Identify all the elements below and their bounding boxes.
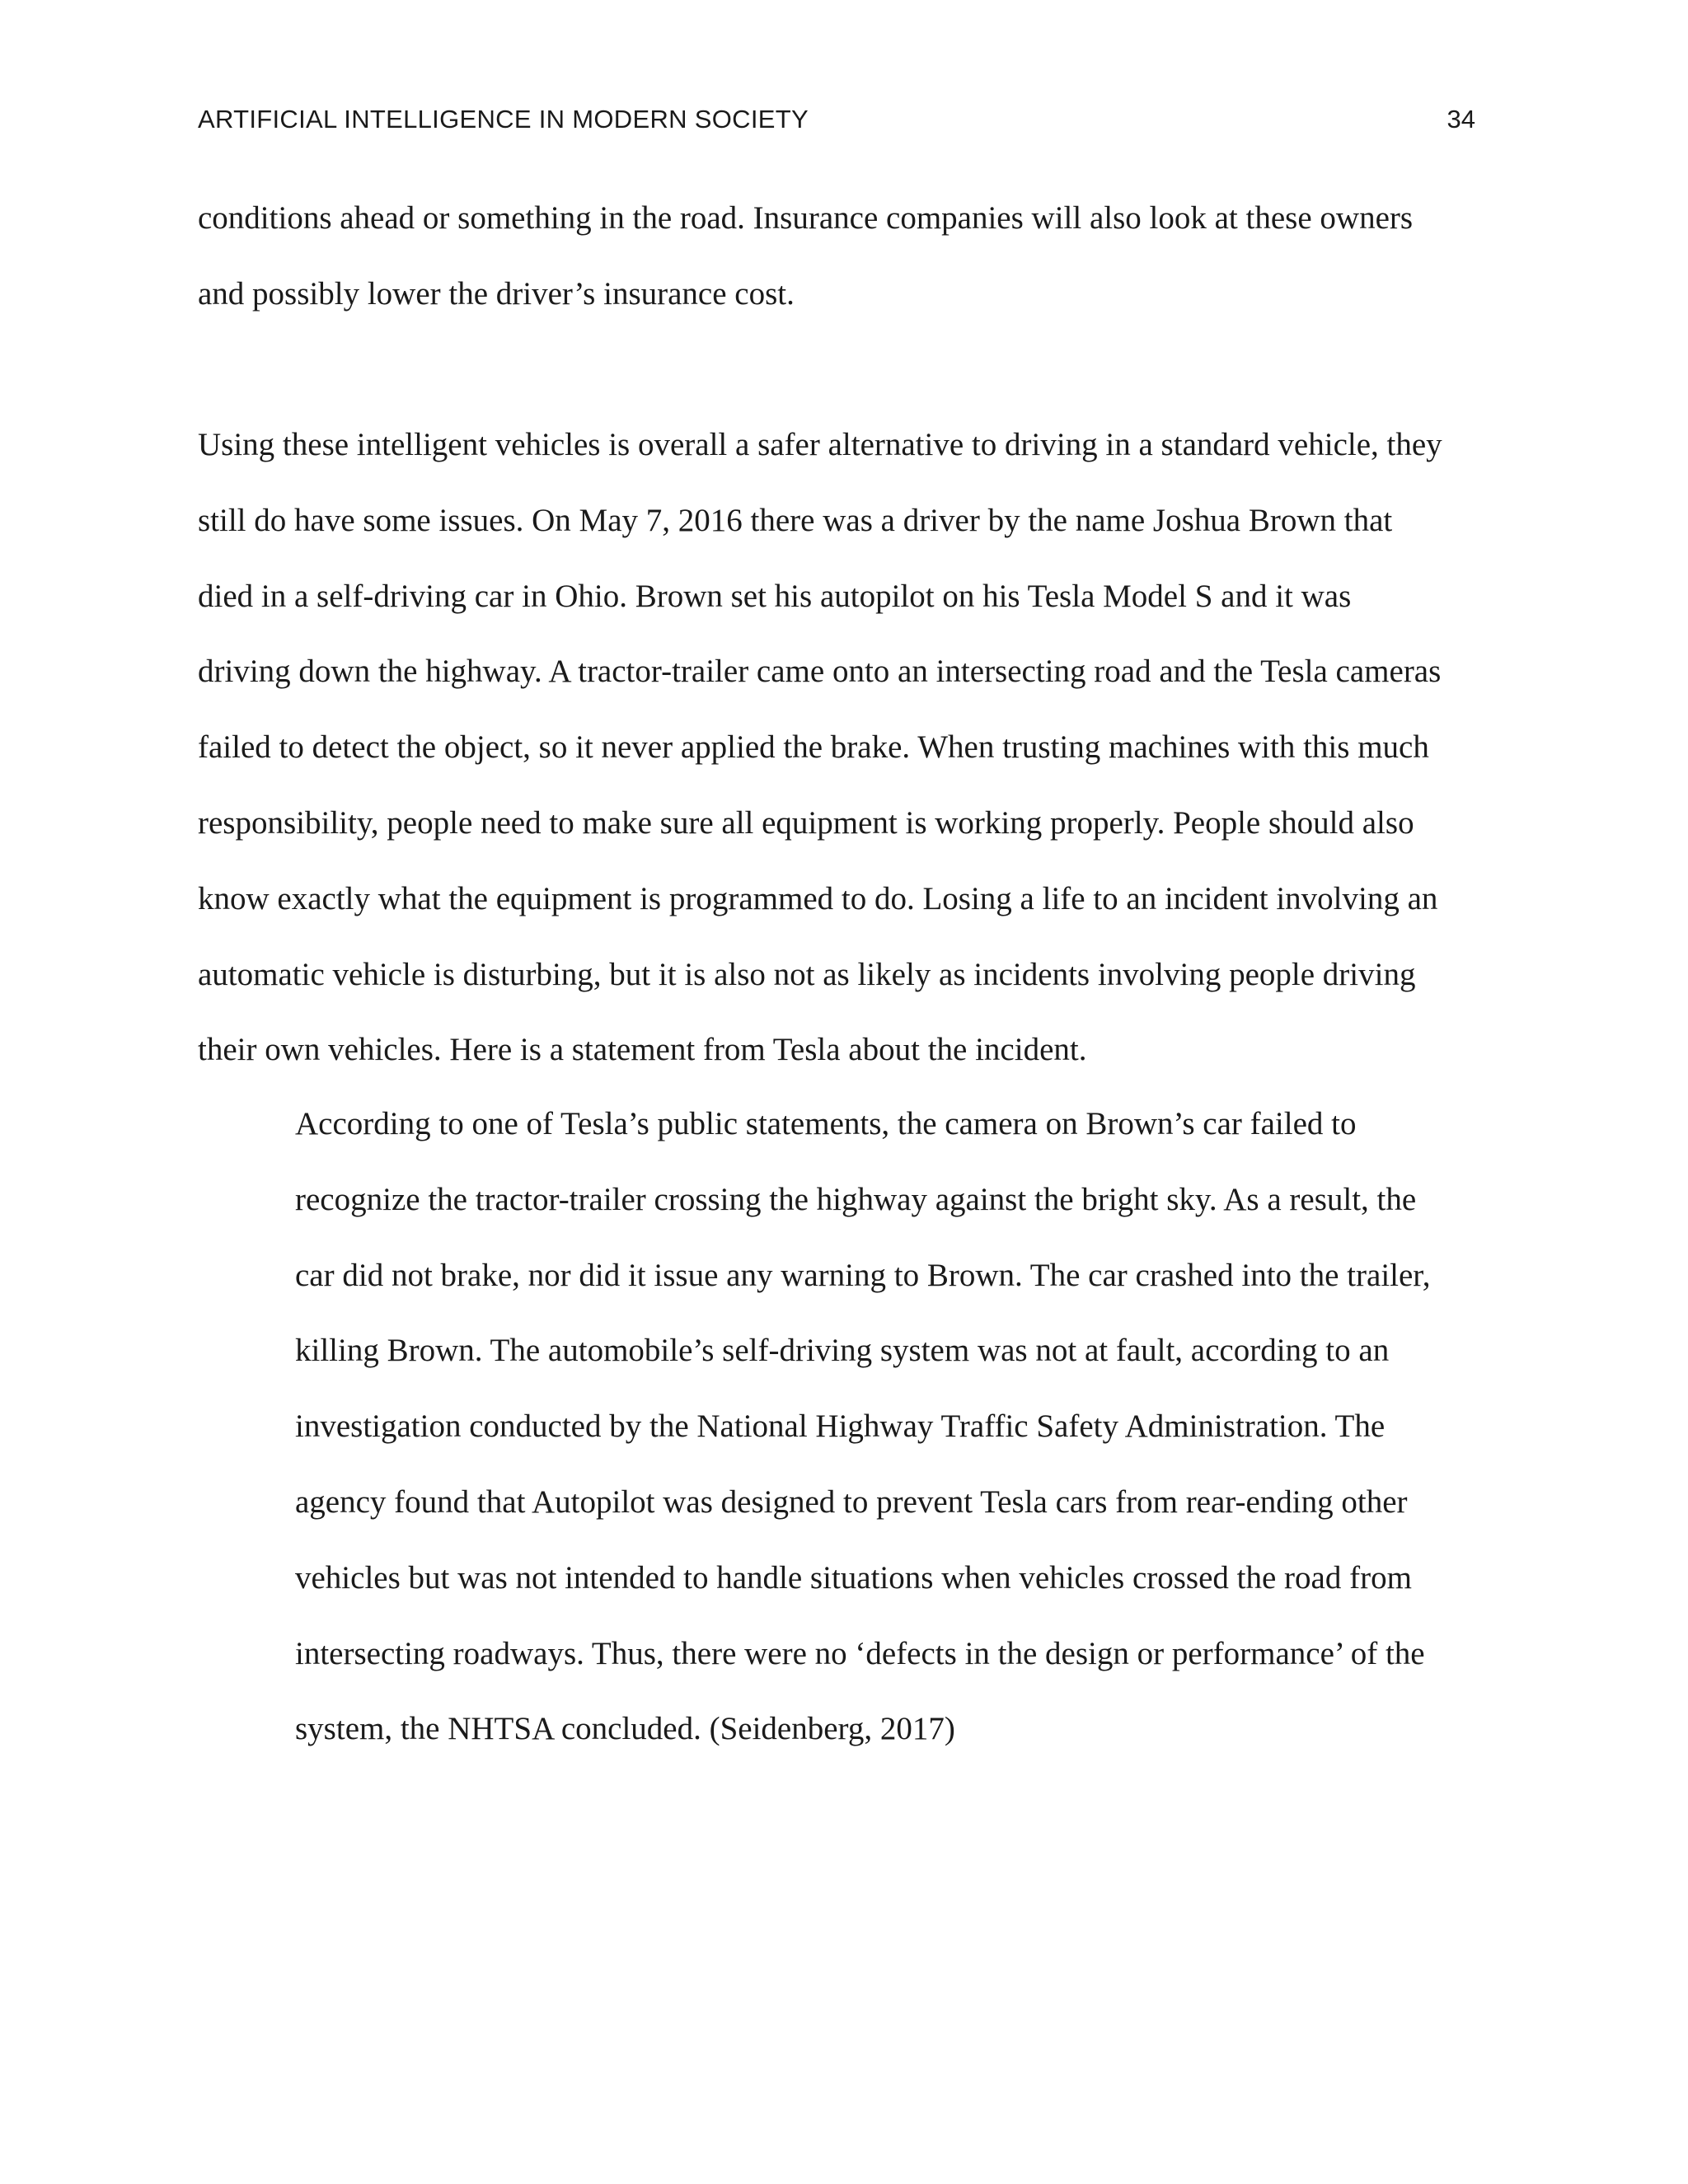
quote-line: recognize the tractor-trailer crossing the highway against the bright sky. As a result, the: [295, 1181, 1417, 1217]
running-head: [198, 99, 1475, 140]
text-line: failed to detect the object, so it never applied the brake. When trusting machines with this much: [198, 729, 1429, 766]
text-line: still do have some issues. On May 7, 2016 there was a driver by the name Joshua Brown that: [198, 502, 1393, 538]
text-line: and possibly lower the driver’s insurance cost.: [198, 275, 795, 312]
quote-line: investigation conducted by the National Highway Traffic Safety Administration. The: [295, 1408, 1386, 1445]
quote-line: agency found that Autopilot was designed to prevent Tesla cars from rear-ending other: [295, 1483, 1408, 1520]
text-line: conditions ahead or something in the road. Insurance companies will also look at these owners: [198, 200, 1414, 236]
quote-line: killing Brown. The automobile’s self-driving system was not at fault, according to an: [295, 1333, 1390, 1369]
page-number: 34: [1447, 105, 1475, 134]
text-line: responsibility, people need to make sure all equipment is working properly. People should also: [198, 804, 1414, 841]
text-line: automatic vehicle is disturbing, but it is also not as likely as incidents involving people driving: [198, 956, 1416, 992]
paragraph-tesla-incident: [198, 407, 1484, 1088]
quote-line: car did not brake, nor did it issue any warning to Brown. The car crashed into the trailer,: [295, 1257, 1431, 1293]
text-line: know exactly what the equipment is programmed to do. Losing a life to an incident involving an: [198, 880, 1438, 916]
text-line: Using these intelligent vehicles is overall a safer alternative to driving in a standard vehicle, they: [198, 427, 1442, 462]
quote-line: vehicles but was not intended to handle situations when vehicles crossed the road from: [295, 1559, 1412, 1596]
text-line: died in a self-driving car in Ohio. Brown set his autopilot on his Tesla Model S and it was: [198, 578, 1352, 614]
running-head-title: ARTIFICIAL INTELLIGENCE IN MODERN SOCIETY: [198, 105, 809, 134]
quote-line: According to one of Tesla’s public statements, the camera on Brown’s car failed to: [295, 1106, 1357, 1141]
paragraph-continuation: [198, 180, 1484, 332]
text-line: their own vehicles. Here is a statement from Tesla about the incident.: [198, 1032, 1087, 1068]
quote-line: intersecting roadways. Thus, there were no ‘defects in the design or performance’ of the: [295, 1635, 1425, 1671]
text-line: driving down the highway. A tractor-trailer came onto an intersecting road and the Tesla cameras: [198, 654, 1442, 690]
quote-line: system, the NHTSA concluded. (Seidenberg, 2017): [295, 1711, 955, 1747]
block-quote: [295, 1086, 1482, 1767]
